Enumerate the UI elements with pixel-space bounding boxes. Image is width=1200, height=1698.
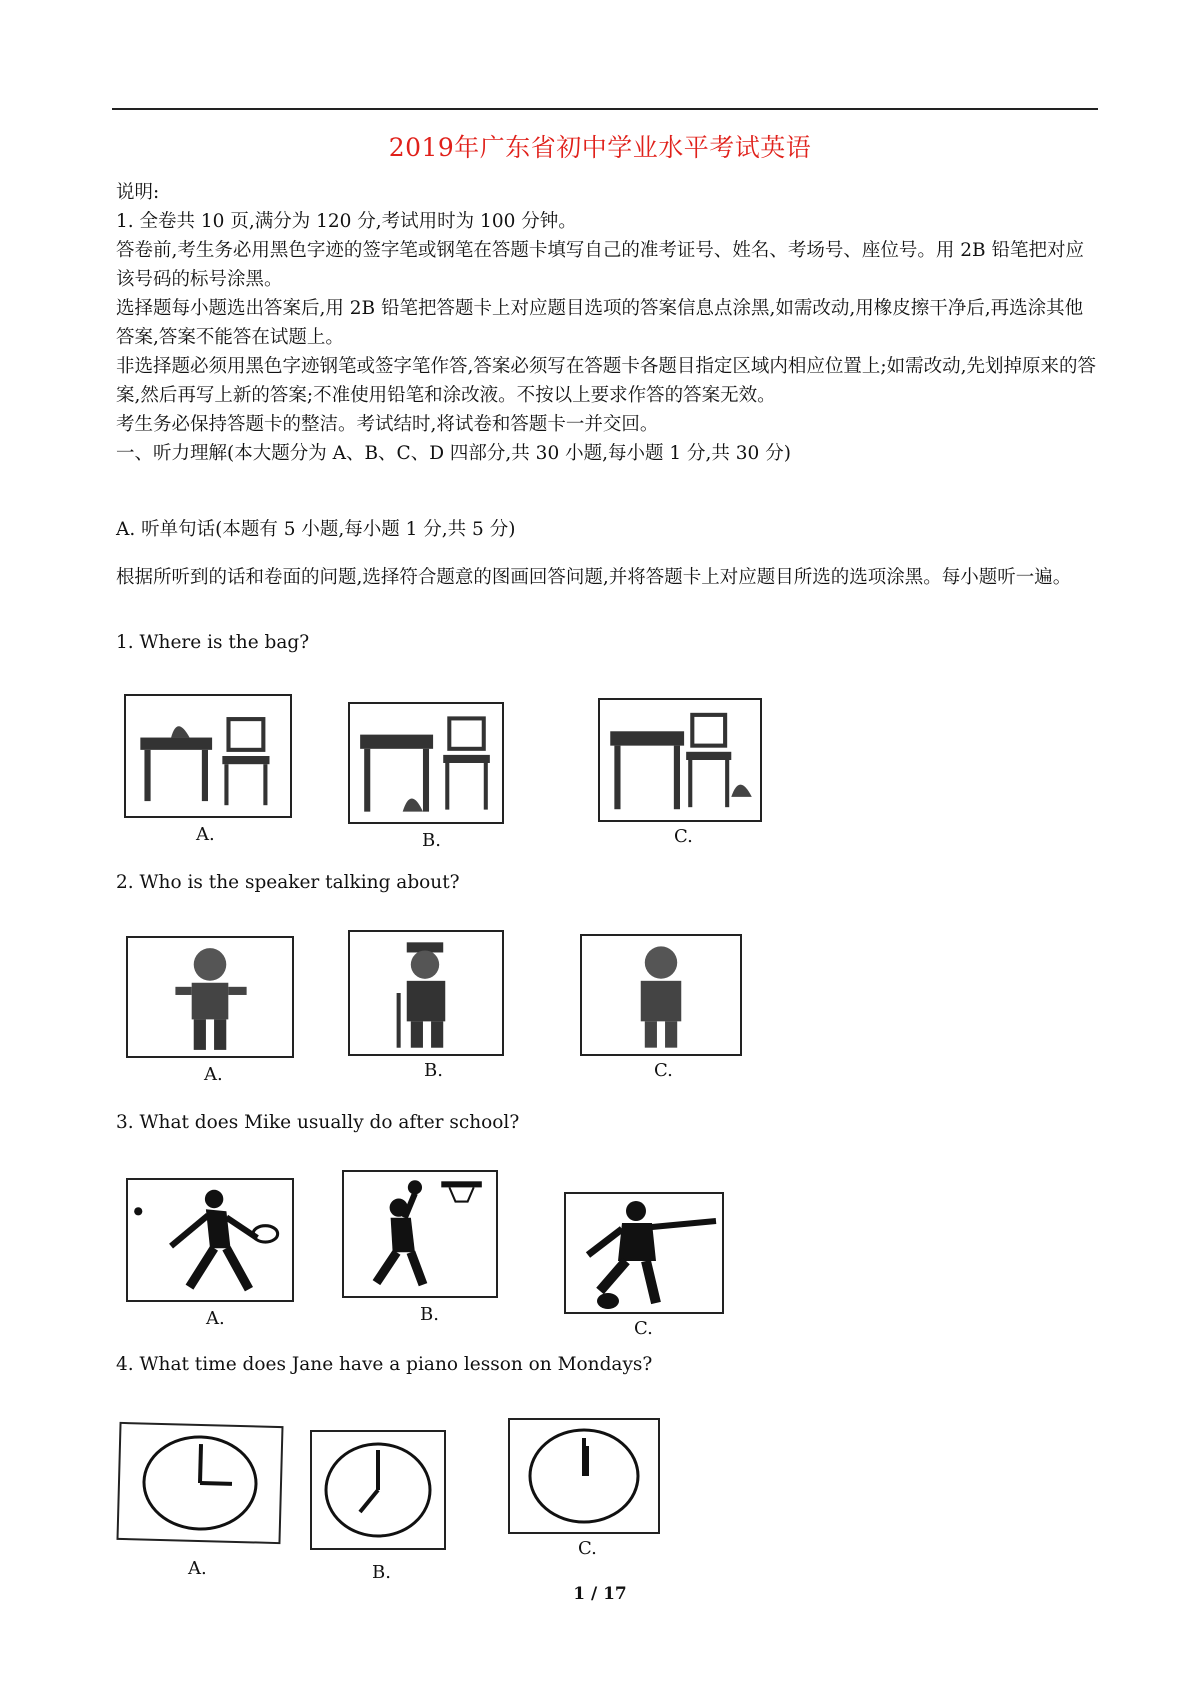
old-man-with-cane-icon	[348, 930, 504, 1056]
option-a: A.	[204, 1064, 223, 1085]
option-c: C.	[674, 826, 693, 847]
desk-bag-under-desk-icon	[348, 702, 504, 824]
part-a-heading: A. 听单句话(本题有 5 小题,每小题 1 分,共 5 分)	[116, 519, 516, 540]
question-4: 4. What time does Jane have a piano lesson on Mondays?	[116, 1354, 653, 1375]
instruction-line: 1. 全卷共 10 页,满分为 120 分,考试用时为 100 分钟。	[116, 211, 577, 232]
option-b: B.	[424, 1060, 443, 1081]
option-b: B.	[422, 830, 441, 851]
basketball-player-icon	[342, 1170, 498, 1298]
option-a: A.	[206, 1308, 225, 1329]
woman-figure-icon	[580, 934, 742, 1056]
option-b: B.	[372, 1562, 391, 1583]
option-a: A.	[196, 824, 215, 845]
desk-bag-beside-chair-icon	[598, 698, 762, 822]
clock-eight-icon	[310, 1430, 446, 1550]
clock-twelve-icon	[508, 1418, 660, 1534]
question-3: 3. What does Mike usually do after school?	[116, 1112, 520, 1133]
soccer-player-icon	[564, 1192, 724, 1314]
option-c: C.	[578, 1538, 597, 1559]
page-title: 2019年广东省初中学业水平考试英语	[388, 133, 812, 162]
option-c: C.	[654, 1060, 673, 1081]
page-number: 1 / 17	[573, 1584, 627, 1604]
header-rule	[112, 108, 1098, 110]
option-b: B.	[420, 1304, 439, 1325]
tennis-player-icon	[126, 1178, 294, 1302]
option-a: A.	[188, 1558, 207, 1579]
instruction-line: 考生务必保持答题卡的整洁。考试结时,将试卷和答题卡一并交回。	[116, 414, 659, 435]
question-2: 2. Who is the speaker talking about?	[116, 872, 460, 893]
boy-figure-icon	[126, 936, 294, 1058]
option-c: C.	[634, 1318, 653, 1339]
clock-three-icon	[116, 1422, 283, 1544]
instruction-line: 答卷前,考生务必用黑色字迹的签字笔或钢笔在答题卡填写自己的准考证号、姓名、考场号、座位号。用 2B 铅笔把对应该号码的标号涂黑。	[116, 240, 1085, 290]
part-a-directions: 根据所听到的话和卷面的问题,选择符合题意的图画回答问题,并将答题卡上对应题目所选的选项涂黑。每小题听一遍。	[116, 567, 1072, 588]
instruction-line: 非选择题必须用黑色字迹钢笔或签字笔作答,答案必须写在答题卡各题目指定区域内相应位置上;如需改动,先划掉原来的答案,然后再写上新的答案;不准使用铅笔和涂改液。不按以上要求作答的答案无效。	[116, 356, 1096, 406]
question-1: 1. Where is the bag?	[116, 632, 310, 653]
instructions-heading: 说明:	[116, 182, 160, 203]
instructions-block	[116, 178, 1096, 468]
desk-bag-on-desk-icon	[124, 694, 292, 818]
section-heading: 一、听力理解(本大题分为 A、B、C、D 四部分,共 30 小题,每小题 1 分,共 30 分)	[116, 443, 791, 464]
instruction-line: 选择题每小题选出答案后,用 2B 铅笔把答题卡上对应题目选项的答案信息点涂黑,如需改动,用橡皮擦干净后,再选涂其他答案,答案不能答在试题上。	[116, 298, 1084, 348]
